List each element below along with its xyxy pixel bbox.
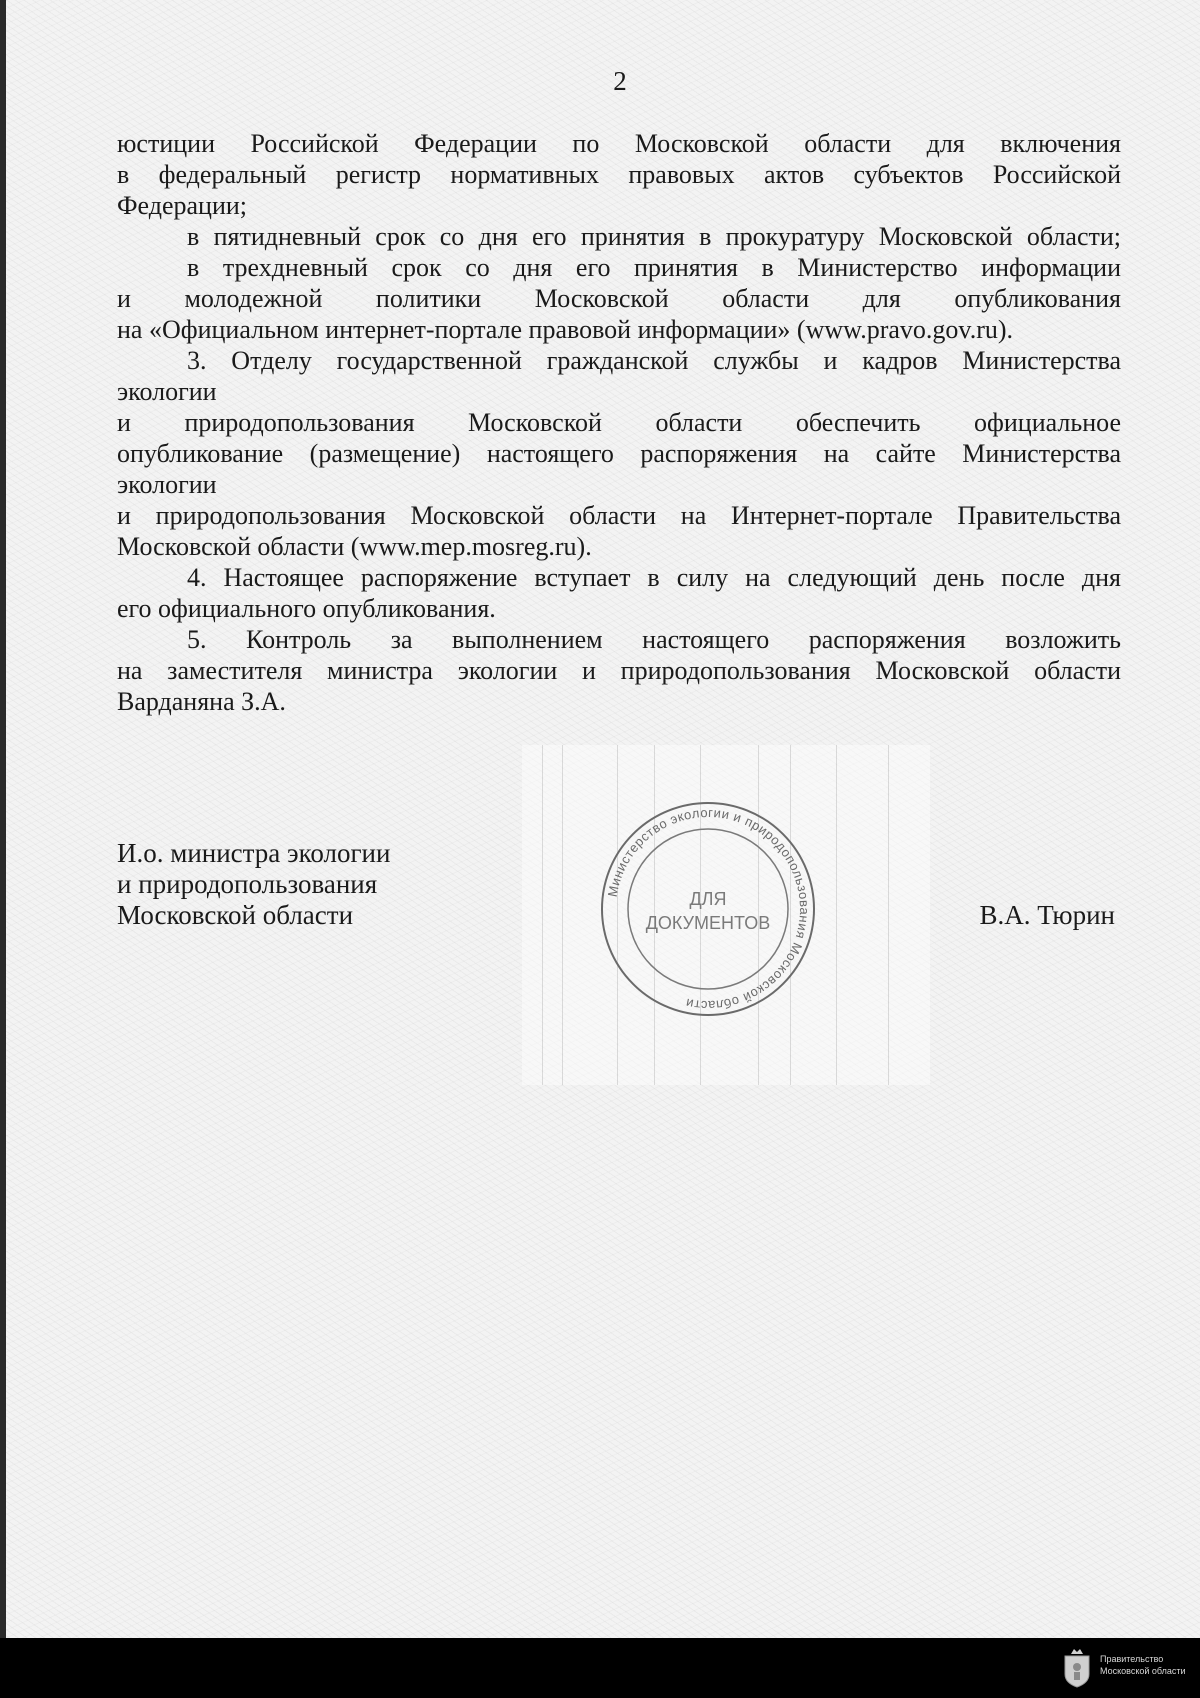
text-line: на «Официальном интернет-портале правовой информации» (www.pravo.gov.ru). (117, 315, 1014, 344)
text-line: 4. Настоящее распоряжение вступает в силу на следующий день после дня (187, 563, 1121, 592)
coat-of-arms-icon (1062, 1648, 1092, 1688)
official-stamp (596, 797, 820, 1021)
footer-label (1100, 1653, 1194, 1677)
text-line: в трехдневный срок со дня его принятия в Министерство информации (187, 253, 1121, 282)
text-line: юстиции Российской Федерации по Московской области для включения (117, 129, 1121, 158)
text-line: на заместителя министра экологии и природопользования Московской области (117, 656, 1121, 685)
text-line: Федерации; (117, 191, 248, 220)
signature-position-line: и природопользования (117, 869, 378, 899)
body-text (117, 128, 1121, 717)
footer-label-line1: Правительство (1100, 1654, 1164, 1664)
footer-label-line2: Московской области (1100, 1666, 1186, 1676)
text-line: Московской области (www.mep.mosreg.ru). (117, 532, 592, 561)
text-line: 3. Отделу государственной гражданской службы и кадров Министерства (187, 346, 1121, 375)
text-line: и молодежной политики Московской области для опубликования (117, 284, 1121, 313)
signature-position-line: И.о. министра экологии (117, 838, 391, 868)
text-line: его официального опубликования. (117, 594, 496, 623)
stamp-center-line2: ДОКУМЕНТОВ (645, 913, 771, 933)
text-line: экологии (117, 470, 217, 499)
text-line: 5. Контроль за выполнением настоящего распоряжения возложить (187, 625, 1121, 654)
text-line: опубликование (размещение) настоящего распоряжения на сайте Министерства (117, 439, 1121, 468)
signature-position-line: Московской области (117, 900, 354, 930)
page-number: 2 (613, 66, 627, 96)
text-line: и природопользования Московской области на Интернет-портале Правительства (117, 501, 1121, 530)
scan-edge (0, 0, 6, 1638)
footer-bar (0, 1638, 1200, 1698)
text-line: и природопользования Московской области обеспечить официальное (117, 408, 1121, 437)
text-line: в федеральный регистр нормативных правовых актов субъектов Российской (117, 160, 1121, 189)
stamp-ring-text: Министерство экологии и природопользования Московской области (604, 804, 813, 1014)
stamp-center-line1: ДЛЯ (689, 889, 727, 909)
signatory-name: В.А. Тюрин (979, 900, 1115, 930)
svg-text:Министерство экологии и природ (605, 805, 812, 1013)
text-line: в пятидневный срок со дня его принятия в прокуратуру Московской области; (187, 222, 1121, 251)
text-line: Варданяна З.А. (117, 687, 286, 716)
signature-position (117, 838, 390, 931)
text-line: экологии (117, 377, 217, 406)
